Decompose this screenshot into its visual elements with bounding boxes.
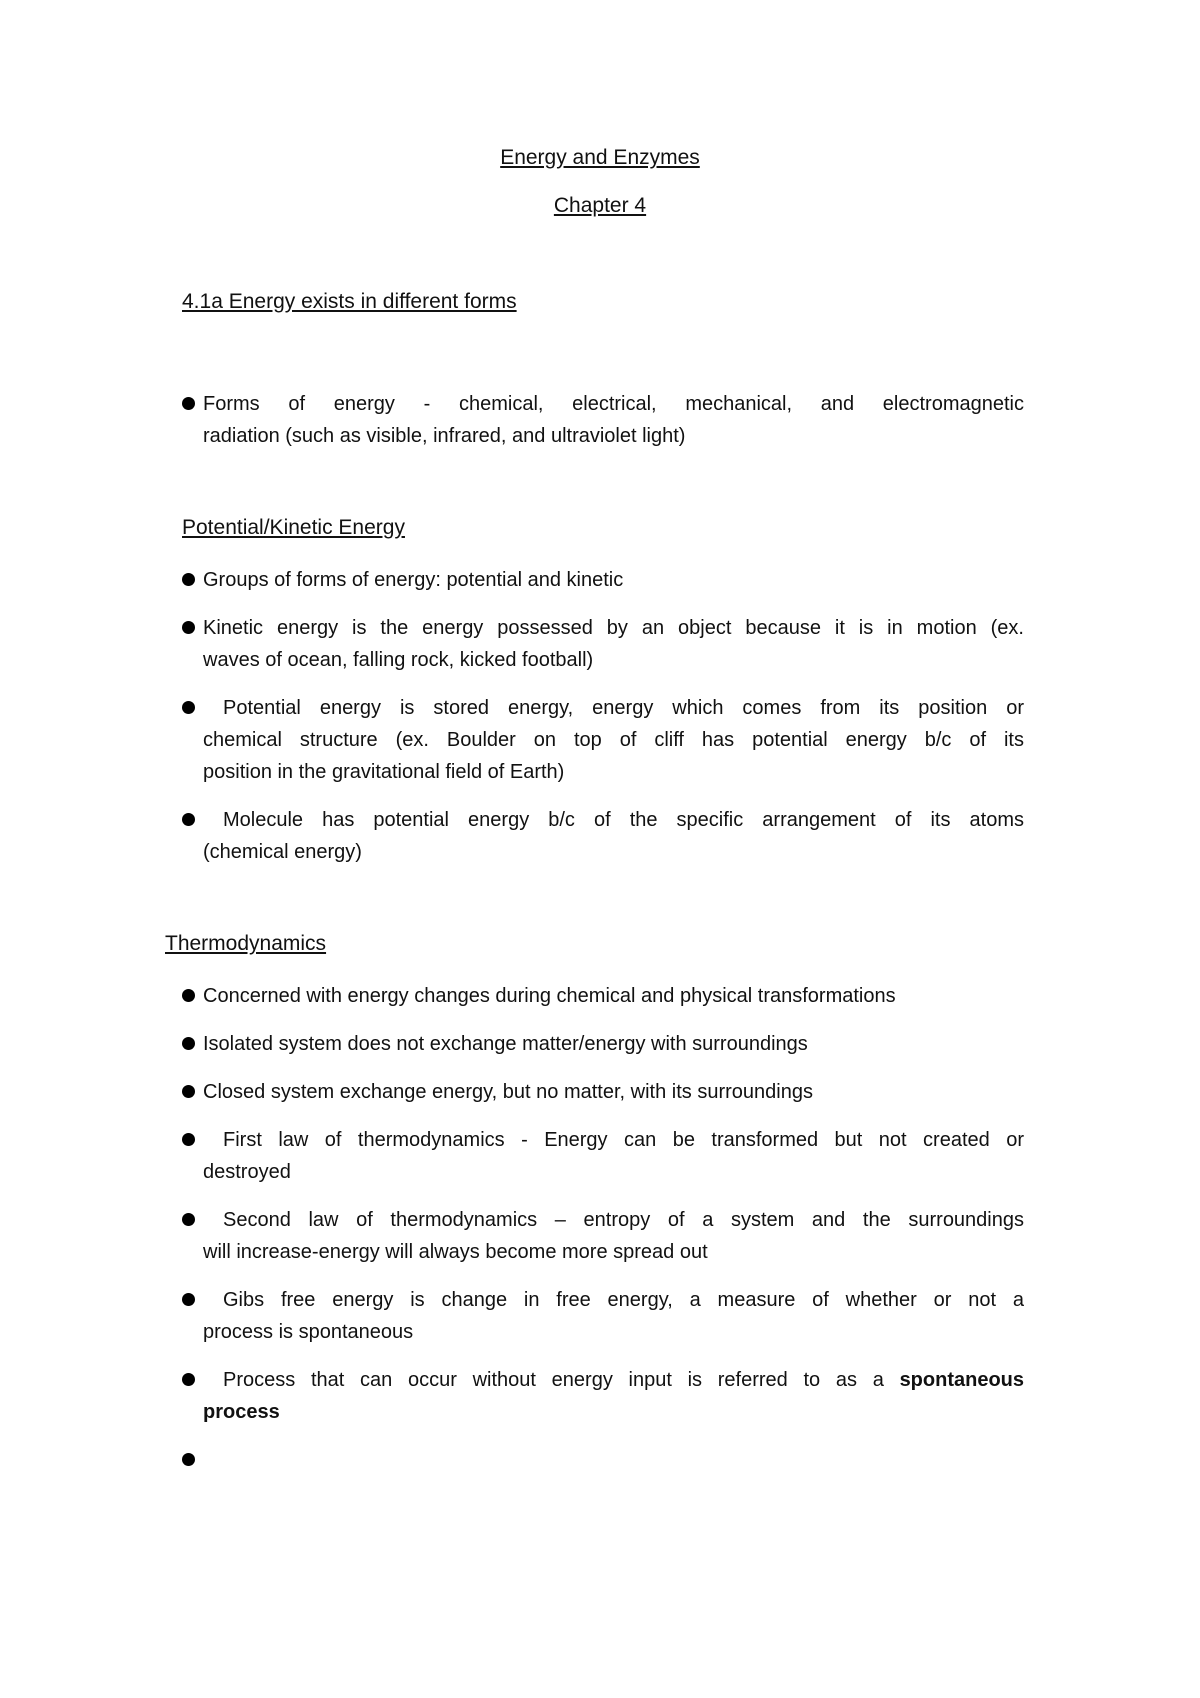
bullet-icon [182,989,195,1002]
list-item-text-part: Process that can occur without energy input is referred to as a [223,1369,884,1391]
list-item-text: Forms of energy - chemical, electrical, mechanical, and electromagnetic [203,393,1024,415]
section-heading-thermodynamics: Thermodynamics [165,932,327,955]
bullet-icon [182,621,195,634]
document-title: Energy and Enzymes [500,146,700,169]
bullet-icon [182,1373,195,1386]
list-item-text: Molecule has potential energy b/c of the specific arrangement of its atoms [223,809,1024,831]
list-item-text: process is spontaneous [203,1321,414,1343]
list-item-text: Isolated system does not exchange matter/energy with surroundings [203,1033,808,1055]
bullet-icon [182,1037,195,1050]
list-item-text: position in the gravitational field of Earth) [203,761,565,783]
list-item-text: Kinetic energy is the energy possessed by an object because it is in motion (ex. [203,617,1024,639]
bullet-icon [182,397,195,410]
section-heading-energy-forms: 4.1a Energy exists in different forms [182,290,517,313]
list-item-text [223,1364,1024,1396]
list-item-text: Gibs free energy is change in free energy, a measure of whether or not a [223,1289,1024,1311]
list-item-text: radiation (such as visible, infrared, and ultraviolet light) [203,425,686,447]
bullet-icon [182,1293,195,1306]
list-item-text: Concerned with energy changes during chemical and physical transformations [203,985,896,1007]
bullet-icon [182,573,195,586]
list-item-text: (chemical energy) [203,841,362,863]
list-item-text: waves of ocean, falling rock, kicked football) [203,649,594,671]
bullet-icon [182,1085,195,1098]
term-process: process [203,1401,280,1423]
term-spontaneous: spontaneous [899,1369,1025,1391]
list-item-text: will increase-energy will always become more spread out [203,1241,708,1263]
list-item-text: Groups of forms of energy: potential and kinetic [203,569,624,591]
list-item-text: Potential energy is stored energy, energy which comes from its position or [223,697,1024,719]
bullet-icon [182,701,195,714]
list-item-text: destroyed [203,1161,291,1183]
list-item-text: Closed system exchange energy, but no matter, with its surroundings [203,1081,813,1103]
bullet-icon [182,1213,195,1226]
bullet-icon [182,1133,195,1146]
bullet-icon [182,813,195,826]
list-item-text: chemical structure (ex. Boulder on top of cliff has potential energy b/c of its [203,729,1024,751]
section-heading-potential-kinetic: Potential/Kinetic Energy [182,516,405,539]
bullet-icon [182,1453,195,1466]
list-item-text: First law of thermodynamics - Energy can be transformed but not created or [223,1129,1024,1151]
list-item-text [203,1396,280,1428]
list-item-text: Second law of thermodynamics – entropy of a system and the surroundings [223,1209,1024,1231]
chapter-label: Chapter 4 [553,194,647,217]
